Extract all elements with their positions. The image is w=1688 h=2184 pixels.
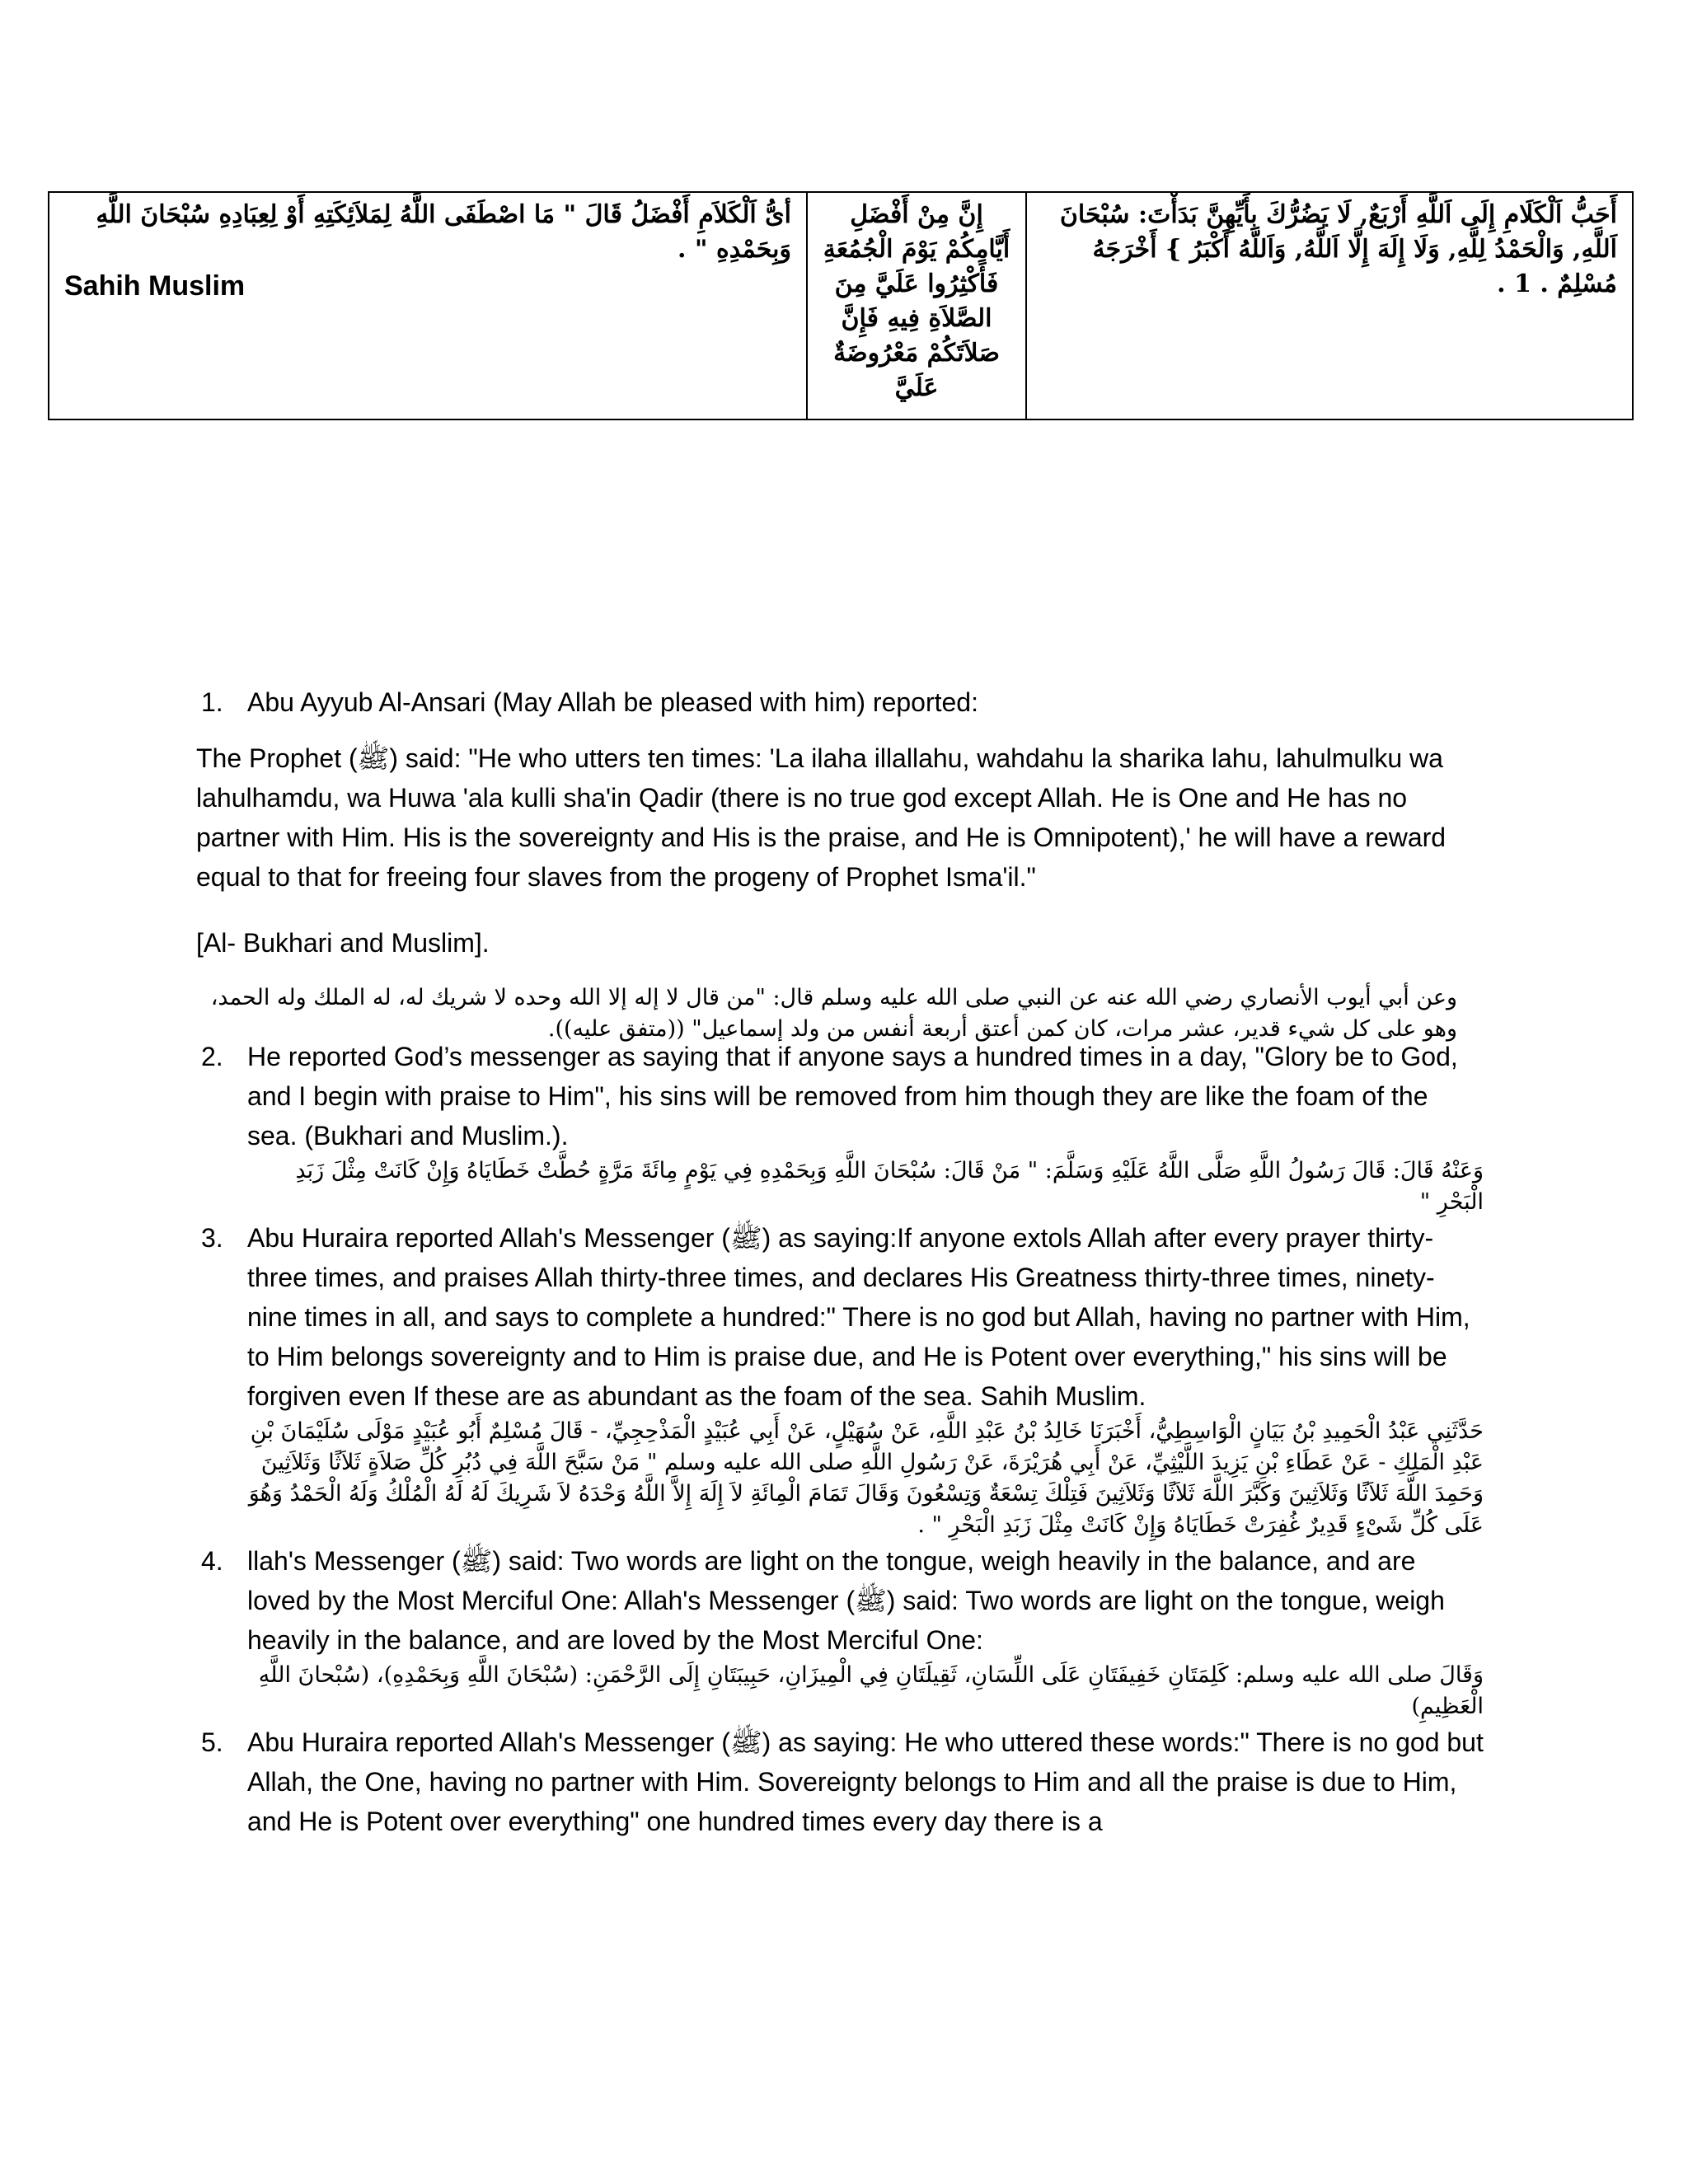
list-item-english: He reported God’s messenger as saying that if anyone says a hundred times in a day, "Glory be to God, and I begin with praise to Him", his sins will be removed from him though they are like the foam of the sea. (Bukhari and Muslim.). (247, 1042, 1458, 1151)
table-right-arabic: أَحَبُّ اَلْكَلَامِ إِلَى اَللَّهِ أَرْبَعٌ, لَا يَضُرُّكَ بِأَيِّهِنَّ بَدَأْتَ: سُبْحَانَ اَللَّهِ, وَالْحَمْدُ لِلَّهِ, وَلَا إِلَهَ إِلَّا اَللَّهُ, وَاَللَّهُ أَكْبَرُ } أَخْرَجَهُ مُسْلِمٌ . 1 . (1059, 200, 1617, 298)
table-cell-middle (808, 193, 1027, 419)
list-number: 5. (201, 1727, 223, 1757)
list-item-english: Abu Huraira reported Allah's Messenger (ﷺ) as saying: He who uttered these words:" There is no god but Allah, the One, having no partner with Him. Sovereignty belongs to Him and all the praise is due to Him, and He is Potent over everything" one hundred times every day there is a (247, 1727, 1484, 1836)
list-item-arabic: وَقَالَ صلى الله عليه وسلم: كَلِمَتَانِ خَفِيفَتَانِ عَلَى اللِّسَانِ، ثَقِيلَتَانِ فِي الْمِيزَانِ، حَبِيبَتَانِ إِلَى الرَّحْمَنِ: (سُبْحَانَ اللَّهِ وَبِحَمْدِهِ)، (سُبْحانَ اللَّهِ الْعَظِيمِ) (258, 1662, 1484, 1719)
table-middle-arabic: إِنَّ مِنْ أَفْضَلِ أَيَّامِكُمْ يَوْمَ الْجُمُعَةِ فَأَكْثِرُوا عَلَيَّ مِنَ الصَّلاَةِ فِيهِ فَإِنَّ صَلاَتَكُمْ مَعْرُوضَةٌ عَلَيَّ (823, 200, 1010, 402)
citation: [Al- Bukhari and Muslim]. (196, 928, 490, 958)
list-item-2 (201, 1037, 1484, 1218)
list-item-1 (201, 682, 1484, 722)
hadith-paragraph: The Prophet (ﷺ) said: "He who utters ten times: 'La ilaha illallahu, wahdahu la sharika lahu, lahulmulku wa lahulhamdu, wa Huwa 'ala kulli sha'in Qadir (there is no true god except Allah. He is One and He has no partner with Him. His is the sovereignty and His is the praise, and He is Omnipotent),' he will have a reward equal to that for freeing four slaves from the progeny of Prophet Isma'il." (196, 743, 1447, 892)
list-number: 3. (201, 1223, 223, 1253)
list-item-arabic: حَدَّثَنِي عَبْدُ الْحَمِيدِ بْنُ بَيَانٍ الْوَاسِطِيُّ، أَخْبَرَنَا خَالِدُ بْنُ عَبْدِ اللَّهِ، عَنْ سُهَيْلٍ، عَنْ أَبِي عُبَيْدٍ الْمَذْحِجِيِّ، - قَالَ مُسْلِمٌ أَبُو عُبَيْدٍ مَوْلَى سُلَيْمَانَ بْنِ عَبْدِ الْمَلِكِ - عَنْ عَطَاءِ بْنِ يَزِيدَ اللَّيْثِيِّ، عَنْ أَبِي هُرَيْرَةَ، عَنْ رَسُولِ اللَّهِ صلى الله عليه وسلم " مَنْ سَبَّحَ اللَّهَ فِي دُبُرِ كُلِّ صَلاَةٍ ثَلاَثًا وَثَلاَثِينَ وَحَمِدَ اللَّهَ ثَلاَثًا وَثَلاَثِينَ وَكَبَّرَ اللَّهَ ثَلاَثًا وَثَلاَثِينَ فَتِلْكَ تِسْعَةٌ وَتِسْعُونَ وَقَالَ تَمَامَ الْمِائَةِ لاَ إِلَهَ إِلاَّ اللَّهُ وَحْدَهُ لاَ شَرِيكَ لَهُ لَهُ الْمُلْكُ وَلَهُ الْحَمْدُ وَهُوَ عَلَى كُلِّ شَىْءٍ قَدِيرٌ غُفِرَتْ خَطَايَاهُ وَإِنْ كَانَتْ مِثْلَ زَبَدِ الْبَحْرِ " . (248, 1418, 1484, 1538)
table-cell-right (1027, 193, 1632, 419)
list-number: 1. (201, 687, 223, 717)
table-left-source: Sahih Muslim (64, 270, 246, 302)
list-item-english: Abu Huraira reported Allah's Messenger (ﷺ) as saying:If anyone extols Allah after every prayer thirty-three times, and praises Allah thirty-three times, and declares His Greatness thirty-three times, ninety-nine times in all, and says to complete a hundred:" There is no god but Allah, having no partner with Him, to Him belongs sovereignty and to Him is praise due, and He is Potent over everything," his sins will be forgiven even If these are as abundant as the foam of the sea. Sahih Muslim. (247, 1223, 1470, 1411)
list-item-text: Abu Ayyub Al-Ansari (May Allah be pleased with him) reported: (247, 687, 978, 717)
list-number: 4. (201, 1546, 223, 1576)
hadith-list (201, 1037, 1484, 1841)
list-number: 2. (201, 1042, 223, 1071)
arabic-paragraph: وعن أبي أيوب الأنصاري رضي الله عنه عن النبي صلى الله عليه وسلم قال: "من قال لا إله إلا الله وحده لا شريك له، له الملك وله الحمد، وهو على كل شيء قدير، عشر مرات، كان كمن أعتق أربعة أنفس من ولد إسماعيل" ((متفق عليه)). (210, 985, 1457, 1042)
table-left-arabic: أىُّ اَلْكَلاَمِ أَفْضَلُ قَالَ " مَا اصْطَفَى اللَّهُ لِمَلاَئِكَتِهِ أَوْ لِعِبَادِهِ سُبْحَانَ اللَّهِ وَبِحَمْدِهِ " . (96, 200, 791, 264)
list-item-5 (201, 1722, 1484, 1841)
table-cell-left (49, 193, 808, 419)
list-item-arabic: وَعَنْهُ قَالَ: قَالَ رَسُولُ اللَّهِ صَلَّى اللَّهُ عَلَيْهِ وَسَلَّمَ: " مَنْ قَالَ: سُبْحَانَ اللَّهِ وَبِحَمْدِهِ فِي يَوْمٍ مِائَةَ مَرَّةٍ حُطَّتْ خَطَايَاهُ وَإِنْ كَانَتْ مِثْلَ زَبَدِ الْبَحْرِ " (295, 1158, 1484, 1215)
list-item-english: llah's Messenger (ﷺ) said: Two words are light on the tongue, weigh heavily in the balance, and are loved by the Most Merciful One: Allah's Messenger (ﷺ) said: Two words are light on the tongue, weigh heavily in the balance, and are loved by the Most Merciful One: (247, 1546, 1445, 1655)
list-item-4 (201, 1541, 1484, 1722)
hadith-table (48, 191, 1634, 420)
list-item-3 (201, 1218, 1484, 1541)
